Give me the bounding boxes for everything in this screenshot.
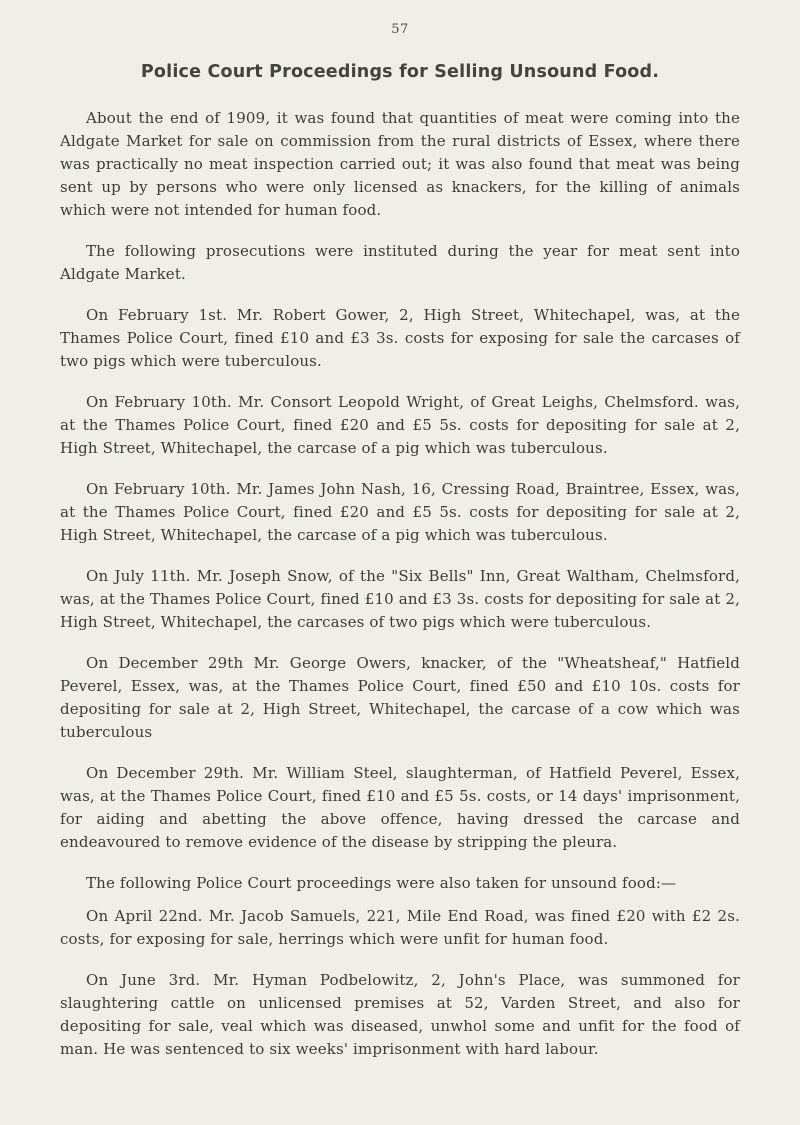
- paragraph-case-owers: On December 29th Mr. George Owers, knacker, of the "Wheatsheaf," Hatfield Peverel, Essex, was, at the Thames Police Court, fined £50 and £10 10s. costs for depositing for sale at 2, High Street, Whitechapel, the carcase of a cow which was tuberculous: [60, 654, 740, 741]
- paragraph-case-wright: On February 10th. Mr. Consort Leopold Wright, of Great Leighs, Chelmsford. was, at the Thames Police Court, fined £20 and £5 5s. costs for depositing for sale at 2, High Street, Whitechapel, the carcase of a pig which was tuberculous.: [60, 393, 740, 457]
- paragraph-case-nash: On February 10th. Mr. James John Nash, 16, Cressing Road, Braintree, Essex, was, at the Thames Police Court, fined £20 and £5 5s. costs for depositing for sale at 2, High Street, Whitechapel, the carcase of a pig which was tuberculous.: [60, 480, 740, 544]
- body-text: [60, 107, 740, 1079]
- paragraph-case-samuels: On April 22nd. Mr. Jacob Samuels, 221, Mile End Road, was fined £20 with £2 2s. costs, for exposing for sale, herrings which were unfit for human food.: [60, 907, 740, 948]
- paragraph-case-snow: On July 11th. Mr. Joseph Snow, of the "Six Bells" Inn, Great Waltham, Chelmsford, was, at the Thames Police Court, fined £10 and £3 3s. costs for depositing for sale at 2, High Street, Whitechapel, the carcases of two pigs which were tuberculous.: [60, 567, 740, 631]
- paragraph-other-proceedings: The following Police Court proceedings were also taken for unsound food:—: [86, 874, 677, 892]
- paragraph-intro: About the end of 1909, it was found that quantities of meat were coming into the Aldgate Market for sale on commission from the rural districts of Essex, where there was practically no meat inspection carried out; it was also found that meat was being sent up by persons who were only licensed as knackers, for the killing of animals which were not intended for human food.: [60, 109, 740, 219]
- paragraph-prosecutions-intro: The following prosecutions were instituted during the year for meat sent into Aldgate Market.: [60, 242, 740, 283]
- page-number: 57: [391, 22, 409, 37]
- paragraph-case-gower: On February 1st. Mr. Robert Gower, 2, High Street, Whitechapel, was, at the Thames Police Court, fined £10 and £3 3s. costs for exposing for sale the carcases of two pigs which were tuberculous.: [60, 306, 740, 370]
- page-title: Police Court Proceedings for Selling Unsound Food.: [140, 62, 660, 82]
- paragraph-case-podbelowitz: On June 3rd. Mr. Hyman Podbelowitz, 2, John's Place, was summoned for slaughtering cattle on unlicensed premises at 52, Varden Street, and also for depositing for sale, veal which was diseased, unwhol some and unfit for the food of man. He was sentenced to six weeks' imprisonment with hard labour.: [60, 971, 740, 1058]
- paragraph-case-steel: On December 29th. Mr. William Steel, slaughterman, of Hatfield Peverel, Essex, was, at the Thames Police Court, fined £10 and £5 5s. costs, or 14 days' imprisonment, for aiding and abetting the above offence, having dressed the carcase and endeavoured to remove evidence of the disease by stripping the pleura.: [60, 764, 740, 851]
